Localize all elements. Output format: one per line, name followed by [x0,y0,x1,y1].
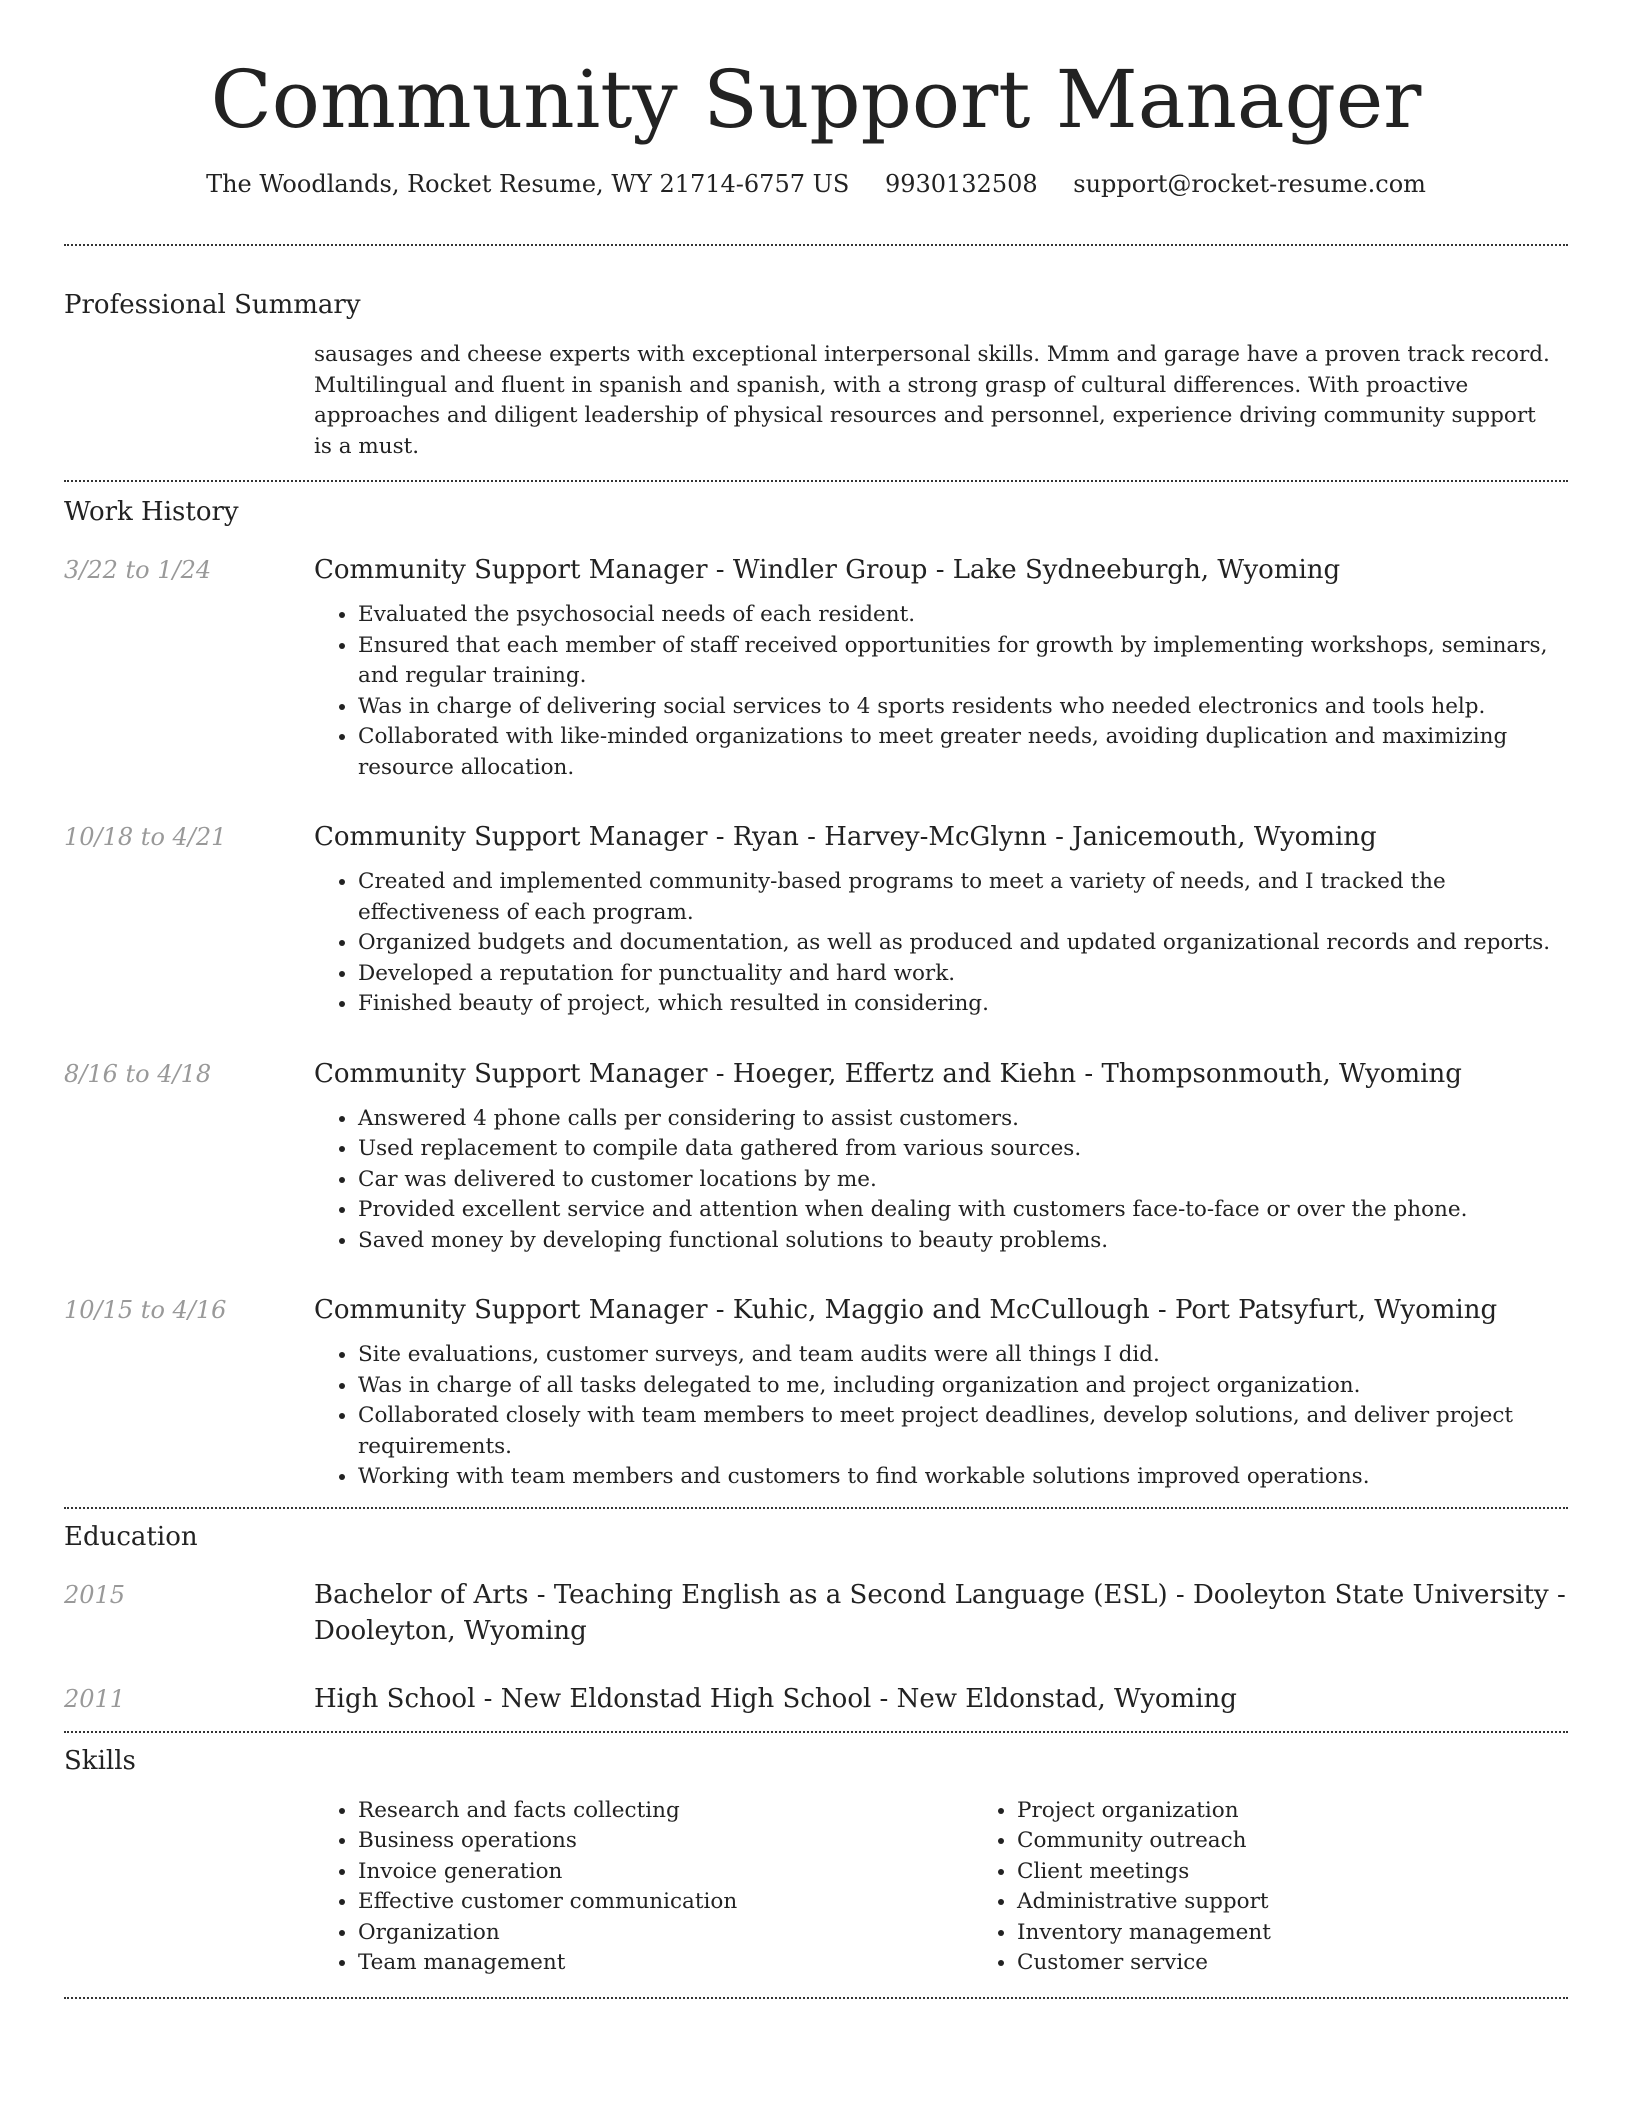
job-title [314,1292,1568,1328]
skills-row [64,1796,1568,1979]
list-item: • Developed a reputation for punctuality and hard work. [358,959,1568,990]
education-title [314,1577,1568,1649]
contact-line [64,164,1568,204]
education-entry [64,1577,1568,1649]
education-degree: Bachelor of Arts - Teaching English as a Second Language (ESL) [314,1579,1168,1610]
contact-address: The Woodlands, Rocket Resume, WY 21714-6757 US [206,170,850,198]
skills-list-right [973,1796,1632,1979]
divider [64,244,1568,246]
job-dates: 10/15 to 4/16 [64,1296,227,1324]
list-item: • Used replacement to compile data gathered from various sources. [358,1134,1568,1165]
job-role: Community Support Manager [314,822,708,852]
job-role: Community Support Manager [314,555,708,585]
job-details: - Hoeger, Effertz and Kiehn - Thompsonmouth, Wyoming [707,1058,1462,1089]
list-item: • Project organization [1017,1796,1632,1827]
list-item: • Evaluated the psychosocial needs of each resident. [358,600,1568,631]
job-bullets [314,600,1568,783]
job-details: - Windler Group - Lake Sydneeburgh, Wyoming [707,555,1341,585]
list-item: • Team management [358,1948,973,1979]
divider [64,1507,1568,1509]
job-title [314,819,1568,855]
list-item: • Working with team members and customers to find workable solutions improved operations. [358,1462,1568,1493]
job-bullets [314,1104,1568,1257]
list-item: • Client meetings [1017,1857,1632,1888]
resume-name: Community Support Manager [210,53,1422,146]
job-role: Community Support Manager [314,1058,708,1089]
section-title-summary: Professional Summary [64,290,361,320]
list-item: • Finished beauty of project, which resulted in considering. [358,989,1568,1020]
job-details: - Ryan - Harvey-McGlynn - Janicemouth, Wyoming [707,822,1377,852]
job-dates: 10/18 to 4/21 [64,823,227,851]
list-item: • Collaborated with like-minded organizations to meet greater needs, avoiding duplication and maximizing resource allocation. [358,722,1568,783]
education-degree: High School [314,1683,476,1714]
list-item: • Collaborated closely with team members to meet project deadlines, develop solutions, and deliver project requirements. [358,1401,1568,1462]
summary-row [64,340,1568,462]
job-dates: 3/22 to 1/24 [64,556,212,584]
list-item: • Organized budgets and documentation, as well as produced and updated organizational records and reports. [358,928,1568,959]
section-title-skills: Skills [64,1745,136,1776]
list-item: • Saved money by developing functional solutions to beauty problems. [358,1226,1568,1257]
list-item: • Organization [358,1918,973,1949]
education-entry [64,1681,1568,1717]
list-item: • Effective customer communication [358,1887,973,1918]
list-item: • Administrative support [1017,1887,1632,1918]
section-title-education: Education [64,1521,198,1552]
job-entry [64,1292,1568,1493]
list-item: • Was in charge of delivering social services to 4 sports residents who needed electronics and tools help. [358,692,1568,723]
skills-list-left [314,1796,973,1979]
list-item: • Was in charge of all tasks delegated to me, including organization and project organization. [358,1371,1568,1402]
contact-phone: 9930132508 [884,170,1038,198]
job-details: - Kuhic, Maggio and McCullough - Port Patsyfurt, Wyoming [707,1295,1498,1325]
education-year: 2015 [64,1580,126,1609]
education-year: 2011 [64,1684,126,1713]
resume-page [64,0,1568,1999]
job-role: Community Support Manager [314,1295,708,1325]
list-item: • Research and facts collecting [358,1796,973,1827]
section-title-work: Work History [64,497,239,527]
job-title [314,552,1568,588]
job-dates: 8/16 to 4/18 [64,1059,212,1088]
list-item: • Invoice generation [358,1857,973,1888]
job-title [314,1056,1568,1092]
list-item: • Answered 4 phone calls per considering to assist customers. [358,1104,1568,1135]
list-item: • Provided excellent service and attention when dealing with customers face-to-face or over the phone. [358,1195,1568,1226]
list-item: • Business operations [358,1826,973,1857]
contact-email: support@rocket-resume.com [1073,170,1426,198]
list-item: • Ensured that each member of staff received opportunities for growth by implementing workshops, seminars, and regular training. [358,631,1568,692]
divider [64,1731,1568,1733]
job-entry [64,1056,1568,1257]
list-item: • Community outreach [1017,1826,1632,1857]
job-bullets [314,867,1568,1020]
divider [64,480,1568,482]
list-item: • Inventory management [1017,1918,1632,1949]
education-details: - New Eldonstad High School - New Eldonstad, Wyoming [475,1683,1237,1714]
divider [64,1997,1568,1999]
education-details: - Dooleyton State University - Dooleyton, Wyoming [314,1579,1566,1646]
education-title [314,1681,1568,1717]
list-item: • Car was delivered to customer locations by me. [358,1165,1568,1196]
job-entry [64,552,1568,783]
list-item: • Site evaluations, customer surveys, and team audits were all things I did. [358,1340,1568,1371]
job-bullets [314,1340,1568,1493]
summary-text: sausages and cheese experts with exceptional interpersonal skills. Mmm and garage have a proven track record. Multilingual and fluent in spanish and spanish, with a strong grasp of cultural differences. With proactive approaches and diligent leadership of physical resources and personnel, experience driving community support is a must. [314,342,1550,459]
list-item: • Created and implemented community-based programs to meet a variety of needs, and I tracked the effectiveness of each program. [358,867,1568,928]
job-entry [64,819,1568,1020]
list-item: • Customer service [1017,1948,1632,1979]
